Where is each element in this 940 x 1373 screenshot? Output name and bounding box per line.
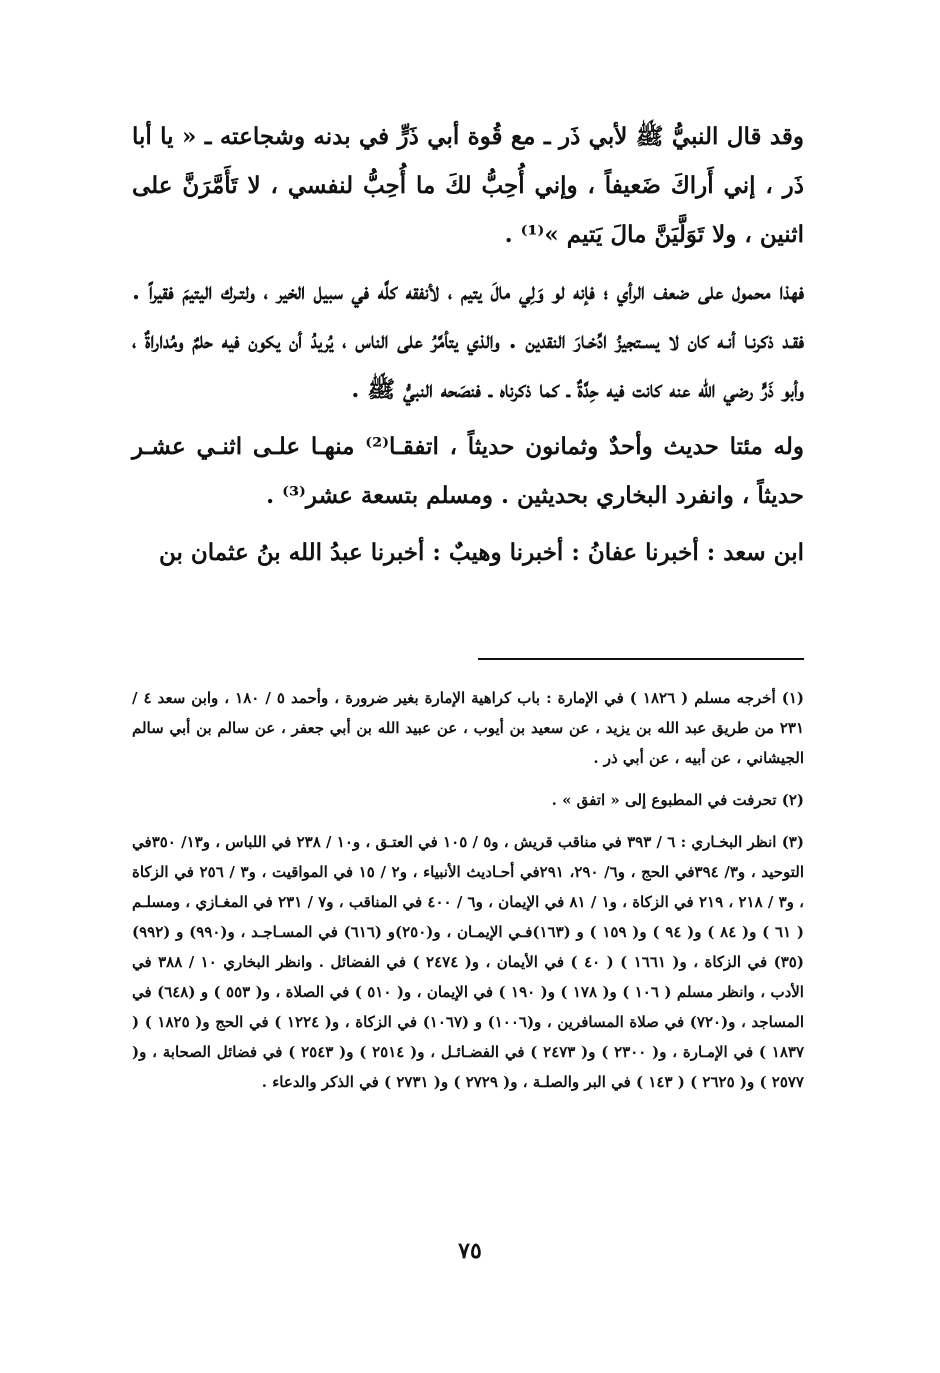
paragraph-1: وقد قال النبيُّ ﷺ لأبي ذَر ـ مع قُوة أبي ذَرٍّ في بدنه وشجاعته ـ « يا أبا ذَر ، إني أَراكَ ضَعيفاً ، وإني أُحِبُّ لكَ ما أُحِبُّ لنفسي ، لا تَأَمَّرَنَّ على اثنين ، ولا تَوَلَّيَنَّ مالَ يَتيم »⁽¹⁾ . [132,123,804,248]
footnote-1: (١) أخرجه مسلم ( ١٨٢٦ ) في الإمارة : باب كراهية الإمارة بغير ضرورة ، وأحمد ٥ / ١٨٠ ، وابن سعد ٤ / ٢٣١ من طريق عبد الله بن يزيد ، عن سعيد بن أيوب ، عن عبيد الله بن أبي جعفر ، عن سالم بن أبي سالم الجيشاني ، عن أبيه ، عن أبي ذر . [132,689,804,767]
paragraph-4: ابن سعد : أخبرنا عفانُ : أخبرنا وهيبٌ : أخبرنا عبدُ الله بنُ عثمان بن [158,539,804,566]
paragraph-3: وله مئتا حديث وأحدٌ وثمانون حديثاً ، اتفقـا⁽²⁾ منهـا علـى اثنـي عشـر حديثاً ، وانفرد البخاري بحديثين . ومسلم بتسعة عشر⁽³⁾ . [132,433,805,509]
main-text [132,112,804,585]
footnotes [132,683,804,1109]
footnote-2: (٢) تحرفت في المطبوع إلى « اتفق » . [551,791,804,809]
page-number: ٧٥ [458,1238,482,1264]
footnote-separator [478,658,804,660]
paragraph-2: فهذا محمول على ضعف الرأي ؛ فإنه لو وَلِي مالَ يتيم ، لأنفقه كلَّه في سبيل الخير ، ولتـرك اليتيمَ فقيراً . فقـد ذكرنـا أنـه كان لا يسـتجيزُ ادِّخـارَ النقدين . والذي يتأمَّرُ على الناس ، يُريدُ أن يكون فيه حلمٌ ومُداراةٌ ، وأبو ذَرٍّ رضي الله عنه كانت فيه حِدَّةٌ ـ كما ذكرناه ـ فنصَحه النبيُّ ﷺ . [132,278,804,403]
footnote-3: (٣) انظر البخـاري : ٦ / ٣٩٣ في مناقب قريش ، و٥ / ١٠٥ في العتـق ، و١٠ / ٢٣٨ في اللباس ، و١٣/ ٣٥٠في التوحيد ، و٣/ ٣٩٤في الحج ، و٦/ ٢٩٠، ٢٩١في أحـاديث الأنبياء ، و٢ / ١٥ في المواقيت ، و٣ / ٢٥٦ في الزكاة ، و٣ / ٢١٨ ، ٢١٩ في الزكاة ، و١ / ٨١ في الإيمان ، و٦ / ٤٠٠ في المناقب ، و٧ / ٢٣١ في المغـازي ، ومسلـم ( ٦١ ) و( ٨٤ ) و( ٩٤ ) و( ١٥٩ ) و (١٦٣)فـي الإيمـان ، و(٢٥٠)و (٦١٦) في المسـاجـد ، و(٩٩٠) و (٩٩٢) (٣٥) في الزكاة ، و( ١٦٦١ ) ( ٤٠ ) في الأيمان ، و( ٢٤٧٤ ) في الفضائل . وانظر البخاري ١٠ / ٣٨٨ في الأدب ، وانظر مسلم ( ١٠٦ ) و( ١٧٨ ) و( ١٩٠ ) في الإيمان ، و( ٥١٠ ) في الصلاة ، و( ٥٥٣ ) و (٦٤٨) في المساجد ، و(٧٢٠) في صلاة المسافرين ، و(١٠٠٦) و (١٠٦٧) في الزكاة ، و( ١٢٢٤ ) في الحج و( ١٨٢٥ ) ( ١٨٣٧ ) في الإمـارة ، و( ٢٣٠٠ ) و( ٢٤٧٣ ) في الفضـائـل ، و( ٢٥١٤ ) و( ٢٥٤٣ ) في فضائل الصحابة ، و( ٢٥٧٧ ) و( ٢٦٢٥ ) ( ١٤٣ ) في البر والصلـة ، و( ٢٧٢٩ ) و( ٢٧٣١ ) في الذكر والدعاء . [132,833,805,1091]
